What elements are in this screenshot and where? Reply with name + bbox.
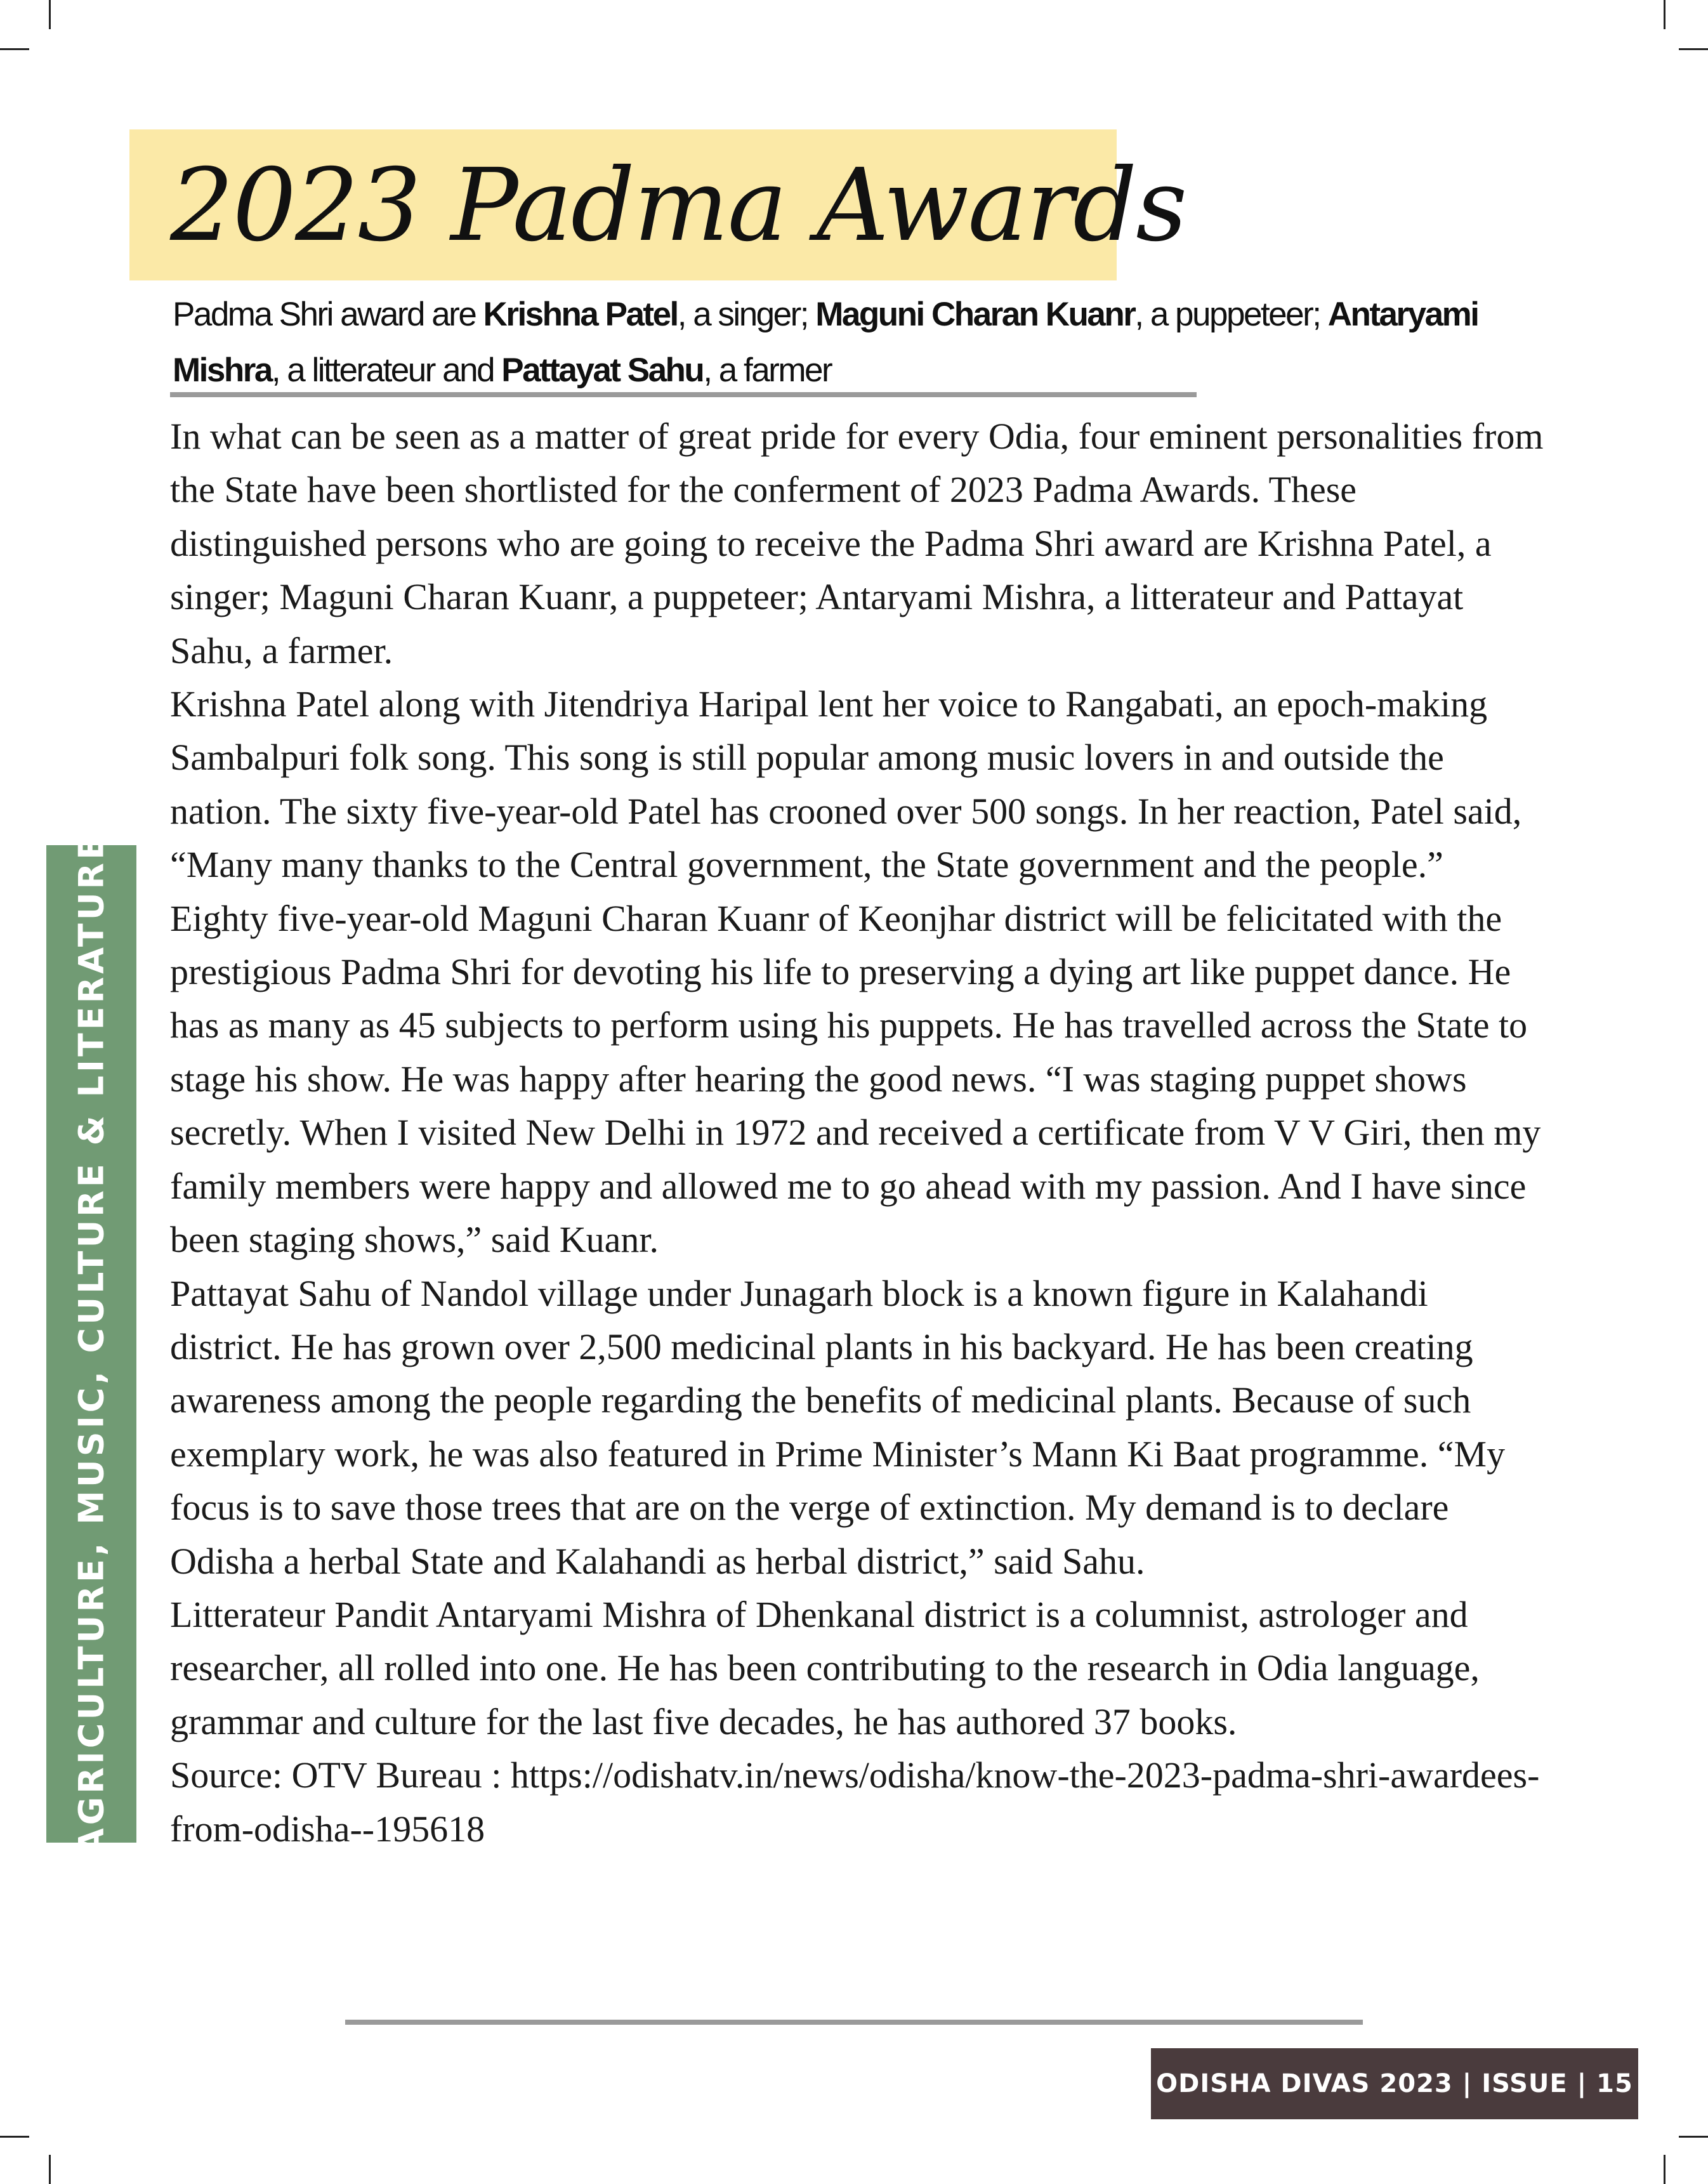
standfirst-text: , a singer; — [677, 296, 816, 333]
crop-mark — [49, 2155, 51, 2184]
title-banner — [129, 129, 1186, 280]
paragraph-intro: In what can be seen as a matter of great pride for every Odia, four eminent personalities from the State have been shortlisted for the conferment of 2023 Padma Awards. These distinguished persons who are going to receive the Padma Shri award are Krishna Patel, a singer; Maguni Charan Kuanr, a puppeteer; Antaryami Mishra, a litterateur and Pattayat Sahu, a farmer. — [170, 416, 1544, 671]
crop-mark — [1664, 2155, 1665, 2184]
section-tab-label: AGRICULTURE, MUSIC, CULTURE & LITERATURE — [71, 832, 112, 1855]
standfirst-text: Padma Shri award are — [173, 296, 483, 333]
standfirst-text: , a litterateur and — [271, 352, 502, 389]
crop-mark — [0, 2136, 29, 2138]
article-body — [170, 410, 1548, 1856]
paragraph-maguni-charan-kuanr: Eighty five-year-old Maguni Charan Kuanr of Keonjhar district will be felicitated with the prestigious Padma Shri for devoting his life to preserving a dying art like puppet dance. He has as many as 45 subjects to perform using his puppets. He has travelled across the State to stage his show. He was happy after hearing the good news. “I was staging puppet shows secretly. When I visited New Delhi in 1972 and received a certificate from V V Giri, then my family members were happy and allowed me to go ahead with my passion. And I have since been staging shows,” said Kuanr. — [170, 897, 1541, 1261]
paragraph-antaryami-mishra: Litterateur Pandit Antaryami Mishra of Dhenkanal district is a columnist, astrologer and researcher, all rolled into one. He has been contributing to the research in Odia language, grammar and culture for the last five decades, he has authored 37 books. — [170, 1593, 1480, 1742]
standfirst-text: , a farmer — [703, 352, 832, 389]
footer-label: ODISHA DIVAS 2023 | ISSUE | 15 — [1156, 2069, 1633, 2098]
crop-mark — [0, 48, 29, 50]
divider-bottom — [345, 2020, 1363, 2025]
section-tab — [46, 832, 136, 1855]
standfirst-name: Antaryami Mishra — [173, 296, 1478, 389]
divider-top — [170, 392, 1197, 397]
crop-mark — [1664, 0, 1665, 29]
standfirst-text: , a puppeteer; — [1134, 296, 1328, 333]
standfirst-name: Maguni Charan Kuanr — [815, 296, 1135, 333]
crop-mark — [1679, 48, 1708, 50]
paragraph-krishna-patel: Krishna Patel along with Jitendriya Haripal lent her voice to Rangabati, an epoch-making Sambalpuri folk song. This song is still popular among music lovers in and outside the nation. The sixty five-year-old Patel has crooned over 500 songs. In her reaction, Patel said, “Many many thanks to the Central government, the State government and the people.” — [170, 683, 1522, 886]
page-title: 2023 Padma Awards — [170, 147, 1186, 264]
standfirst-name: Krishna Patel — [483, 296, 678, 333]
crop-mark — [49, 0, 51, 29]
crop-mark — [1679, 2136, 1708, 2138]
paragraph-pattayat-sahu: Pattayat Sahu of Nandol village under Junagarh block is a known figure in Kalahandi district. He has grown over 2,500 medicinal plants in his backyard. He has been creating awareness among the people regarding the benefits of medicinal plants. Because of such exemplary work, he was also featured in Prime Minister’s Mann Ki Baat programme. “My focus is to save those trees that are on the verge of extinction. My demand is to declare Odisha a herbal State and Kalahandi as herbal district,” said Sahu. — [170, 1272, 1506, 1582]
standfirst-name: Pattayat Sahu — [501, 352, 704, 389]
footer-badge — [1151, 2048, 1638, 2119]
standfirst — [173, 287, 1492, 398]
source-citation: Source: OTV Bureau : https://odishatv.in/news/odisha/know-the-2023-padma-shri-awardees-from-odisha--195618 — [170, 1754, 1540, 1850]
